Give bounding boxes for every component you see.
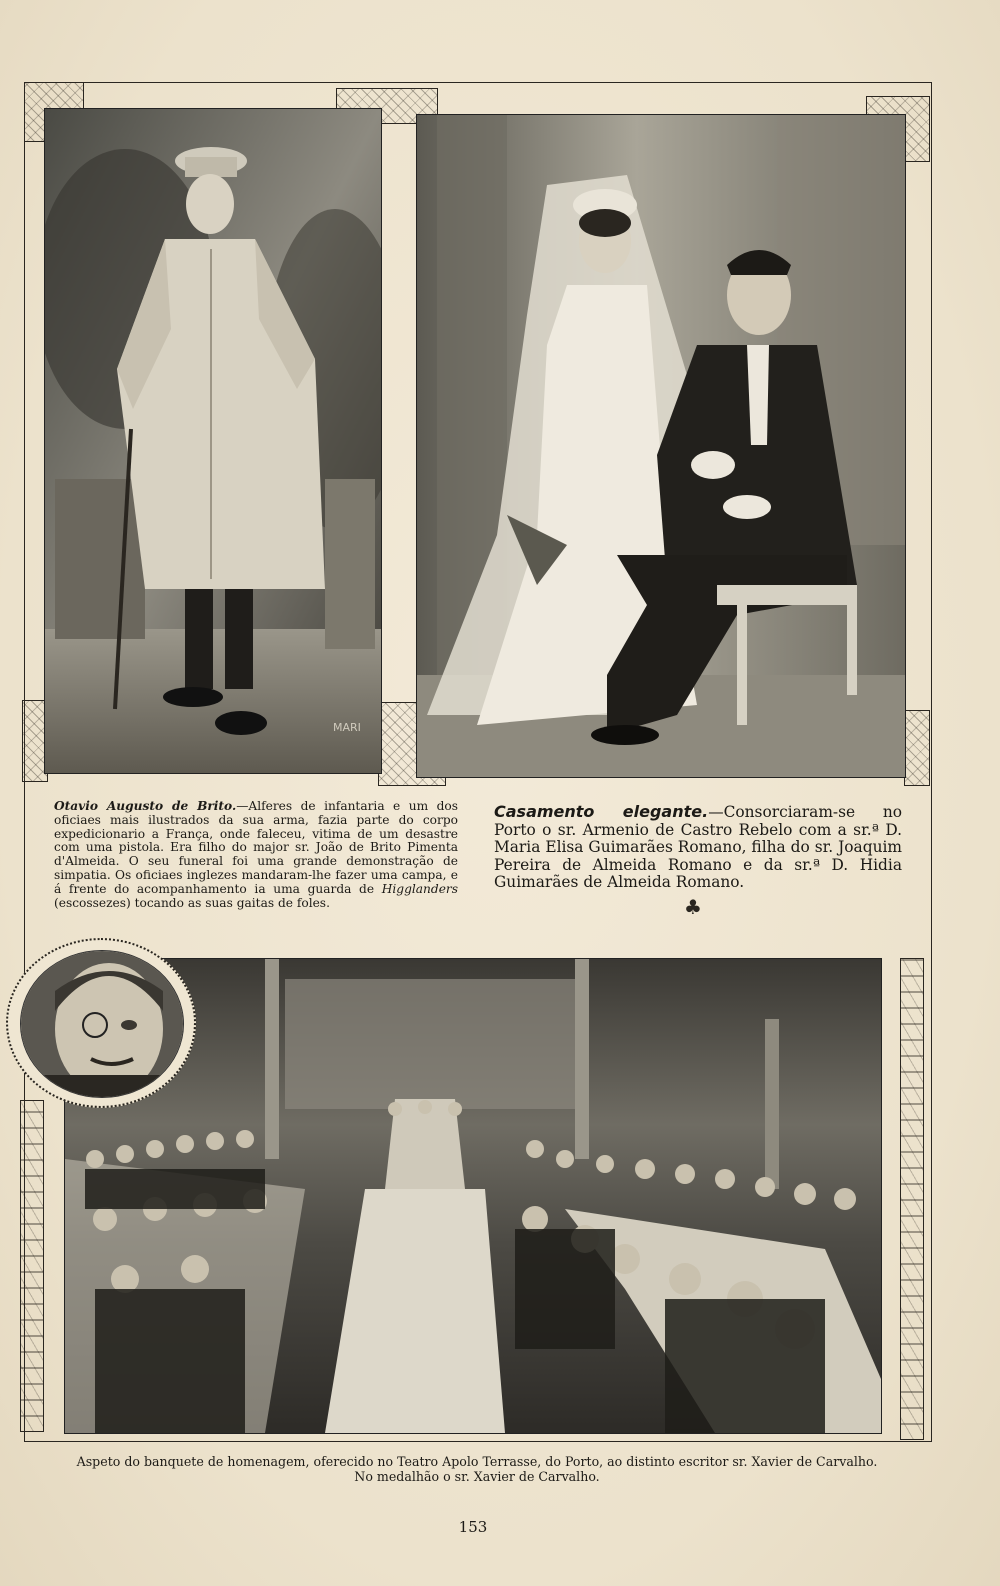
caption-wedding xyxy=(494,803,902,892)
ornament-mid-right xyxy=(904,710,930,786)
caption-banquet-line2: No medalhão o sr. Xavier de Carvalho. xyxy=(354,1469,600,1484)
page-number: 153 xyxy=(458,1518,488,1536)
ornament-side-right xyxy=(900,958,924,1440)
portrait-photo-officer xyxy=(44,108,382,774)
photo-credit-mark: MARI xyxy=(333,721,361,734)
club-ornament-icon: ♣ xyxy=(684,895,702,919)
wedding-portrait-photo xyxy=(416,114,906,778)
caption-wedding-body: —Consorciaram-se no Porto o sr. Armenio de Castro Rebelo com a sr.ª D. Maria Elisa Guimarães Romano, filha do sr. Joaquim Pereira de Almeida Romano e da sr.ª D. Hidia Guimarães de Almeida Romano. xyxy=(494,803,902,892)
caption-officer xyxy=(54,800,458,910)
caption-wedding-title: Casamento elegante. xyxy=(494,802,709,821)
caption-officer-body-end: (escossezes) tocando as suas gaitas de foles. xyxy=(54,895,330,910)
caption-officer-italic: Higglanders xyxy=(381,881,458,896)
caption-banquet xyxy=(22,1454,932,1484)
caption-banquet-line1: Aspeto do banquete de homenagem, oferecido no Teatro Apolo Terrasse, do Porto, ao distinto escritor sr. Xavier de Carvalho. xyxy=(76,1454,878,1469)
medallion-photo xyxy=(20,950,184,1098)
caption-officer-body: —Alferes de infantaria e um dos oficiaes mais ilustrados da sua arma, fazia parte do corpo expedicionario a França, onde faleceu, vitima de um desastre com uma pistola. Era filho do major sr. João de Brito Pimenta d'Almeida. O seu funeral foi uma grande demonstração de simpatia. Os oficiaes inglezes mandaram-lhe fazer uma campa, e á frente do acompanhamento ia uma guarda de xyxy=(54,799,458,896)
ornament-side-left xyxy=(20,1100,44,1432)
medallion-portrait xyxy=(6,938,196,1108)
caption-officer-title: Otavio Augusto de Brito. xyxy=(54,799,237,813)
